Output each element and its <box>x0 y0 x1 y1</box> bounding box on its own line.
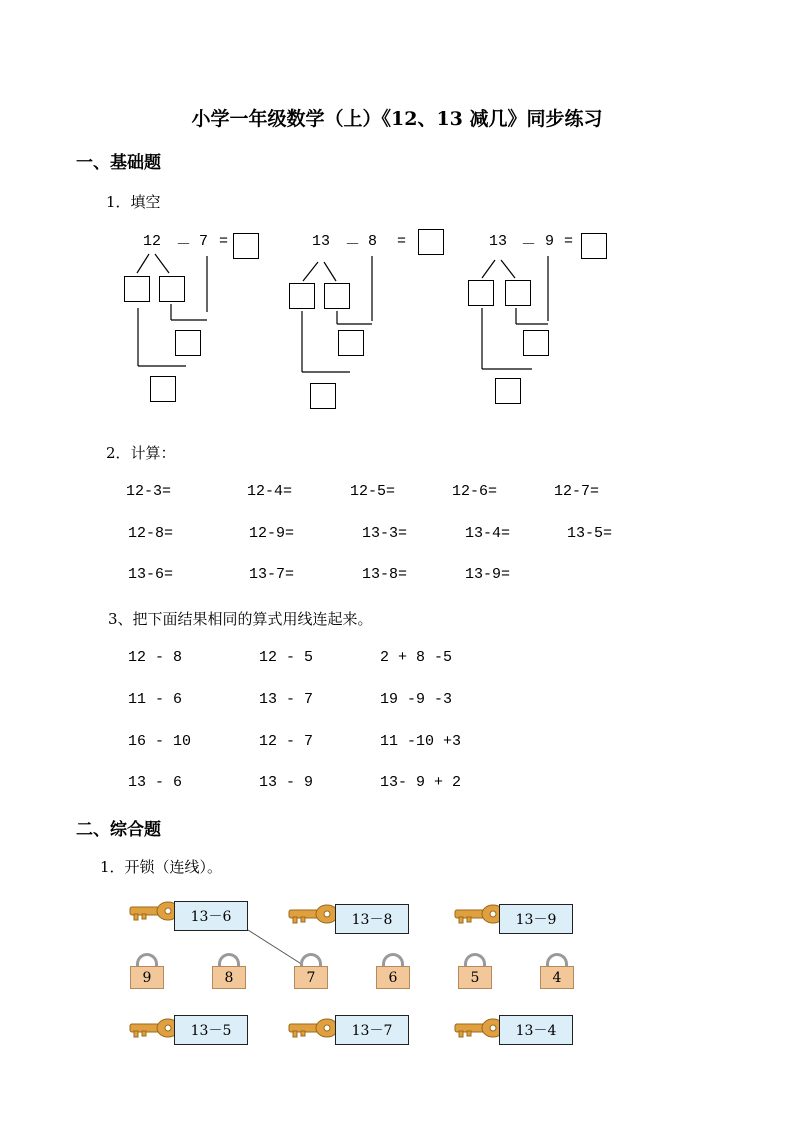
minuend: 13 <box>312 233 331 250</box>
computation-item: 12-3= <box>126 483 172 500</box>
expression-col2[interactable]: 12 - 7 <box>259 733 314 750</box>
key-icon <box>289 905 341 923</box>
lock-number: 4 <box>540 966 574 989</box>
equals-sign: = <box>219 233 229 250</box>
lock-number: 5 <box>458 966 492 989</box>
lock-icon[interactable] <box>294 953 328 989</box>
computation-item: 12-8= <box>128 525 174 542</box>
computation-item: 13-6= <box>128 566 174 583</box>
computation-item: 12-9= <box>249 525 295 542</box>
computation-item: 12-6= <box>452 483 498 500</box>
key-tag[interactable]: 13－8 <box>335 904 409 934</box>
question-3-label: 3、把下面结果相同的算式用线连起来。 <box>108 610 373 628</box>
minuend: 13 <box>489 233 508 250</box>
key-icon <box>289 1019 341 1037</box>
computation-item: 12-7= <box>554 483 600 500</box>
key-tag[interactable]: 13－9 <box>499 904 573 934</box>
subtrahend: 9 <box>545 233 555 250</box>
key-tag[interactable]: 13－7 <box>335 1015 409 1045</box>
computation-item: 13-4= <box>465 525 511 542</box>
unlock-question-label: 1．开锁（连线）。 <box>100 858 223 876</box>
section-heading-comprehensive: 二、综合题 <box>76 820 161 840</box>
page-title: 小学一年级数学（上）《12、13 减几》同步练习 <box>191 108 603 130</box>
expression-col3[interactable]: 11 -10 +3 <box>380 733 462 750</box>
expression-col1[interactable]: 12 - 8 <box>128 649 183 666</box>
lock-number: 9 <box>130 966 164 989</box>
computation-item: 12-5= <box>350 483 396 500</box>
lock-number: 6 <box>376 966 410 989</box>
minus-sign: － <box>521 237 537 254</box>
expression-col2[interactable]: 13 - 9 <box>259 774 314 791</box>
expression-col2[interactable]: 13 - 7 <box>259 691 314 708</box>
key-tag[interactable]: 13－6 <box>174 901 248 931</box>
lock-icon[interactable] <box>540 953 574 989</box>
expression-col1[interactable]: 16 - 10 <box>128 733 192 750</box>
expression-col3[interactable]: 2 + 8 -5 <box>380 649 453 666</box>
question-2-label: 2．计算： <box>106 444 176 462</box>
key-tag[interactable]: 13－4 <box>499 1015 573 1045</box>
subtrahend: 7 <box>199 233 209 250</box>
computation-item: 13-9= <box>465 566 511 583</box>
equals-sign: = <box>397 233 407 250</box>
question-1-label: 1．填空 <box>106 193 161 211</box>
lock-number: 7 <box>294 966 328 989</box>
expression-col2[interactable]: 12 - 5 <box>259 649 314 666</box>
equals-sign: = <box>564 233 574 250</box>
computation-item: 13-5= <box>567 525 613 542</box>
computation-item: 13-8= <box>362 566 408 583</box>
computation-item: 12-4= <box>247 483 293 500</box>
expression-col1[interactable]: 13 - 6 <box>128 774 183 791</box>
lock-icon[interactable] <box>130 953 164 989</box>
minus-sign: － <box>176 237 192 254</box>
lock-icon[interactable] <box>212 953 246 989</box>
section-heading-basic: 一、基础题 <box>76 153 161 173</box>
expression-col1[interactable]: 11 - 6 <box>128 691 183 708</box>
lock-number: 8 <box>212 966 246 989</box>
expression-col3[interactable]: 19 -9 -3 <box>380 691 453 708</box>
expression-col3[interactable]: 13- 9 + 2 <box>380 774 462 791</box>
lock-icon[interactable] <box>458 953 492 989</box>
subtrahend: 8 <box>368 233 378 250</box>
minus-sign: － <box>345 237 361 254</box>
minuend: 12 <box>143 233 162 250</box>
computation-item: 13-3= <box>362 525 408 542</box>
key-tag[interactable]: 13－5 <box>174 1015 248 1045</box>
computation-item: 13-7= <box>249 566 295 583</box>
lock-icon[interactable] <box>376 953 410 989</box>
